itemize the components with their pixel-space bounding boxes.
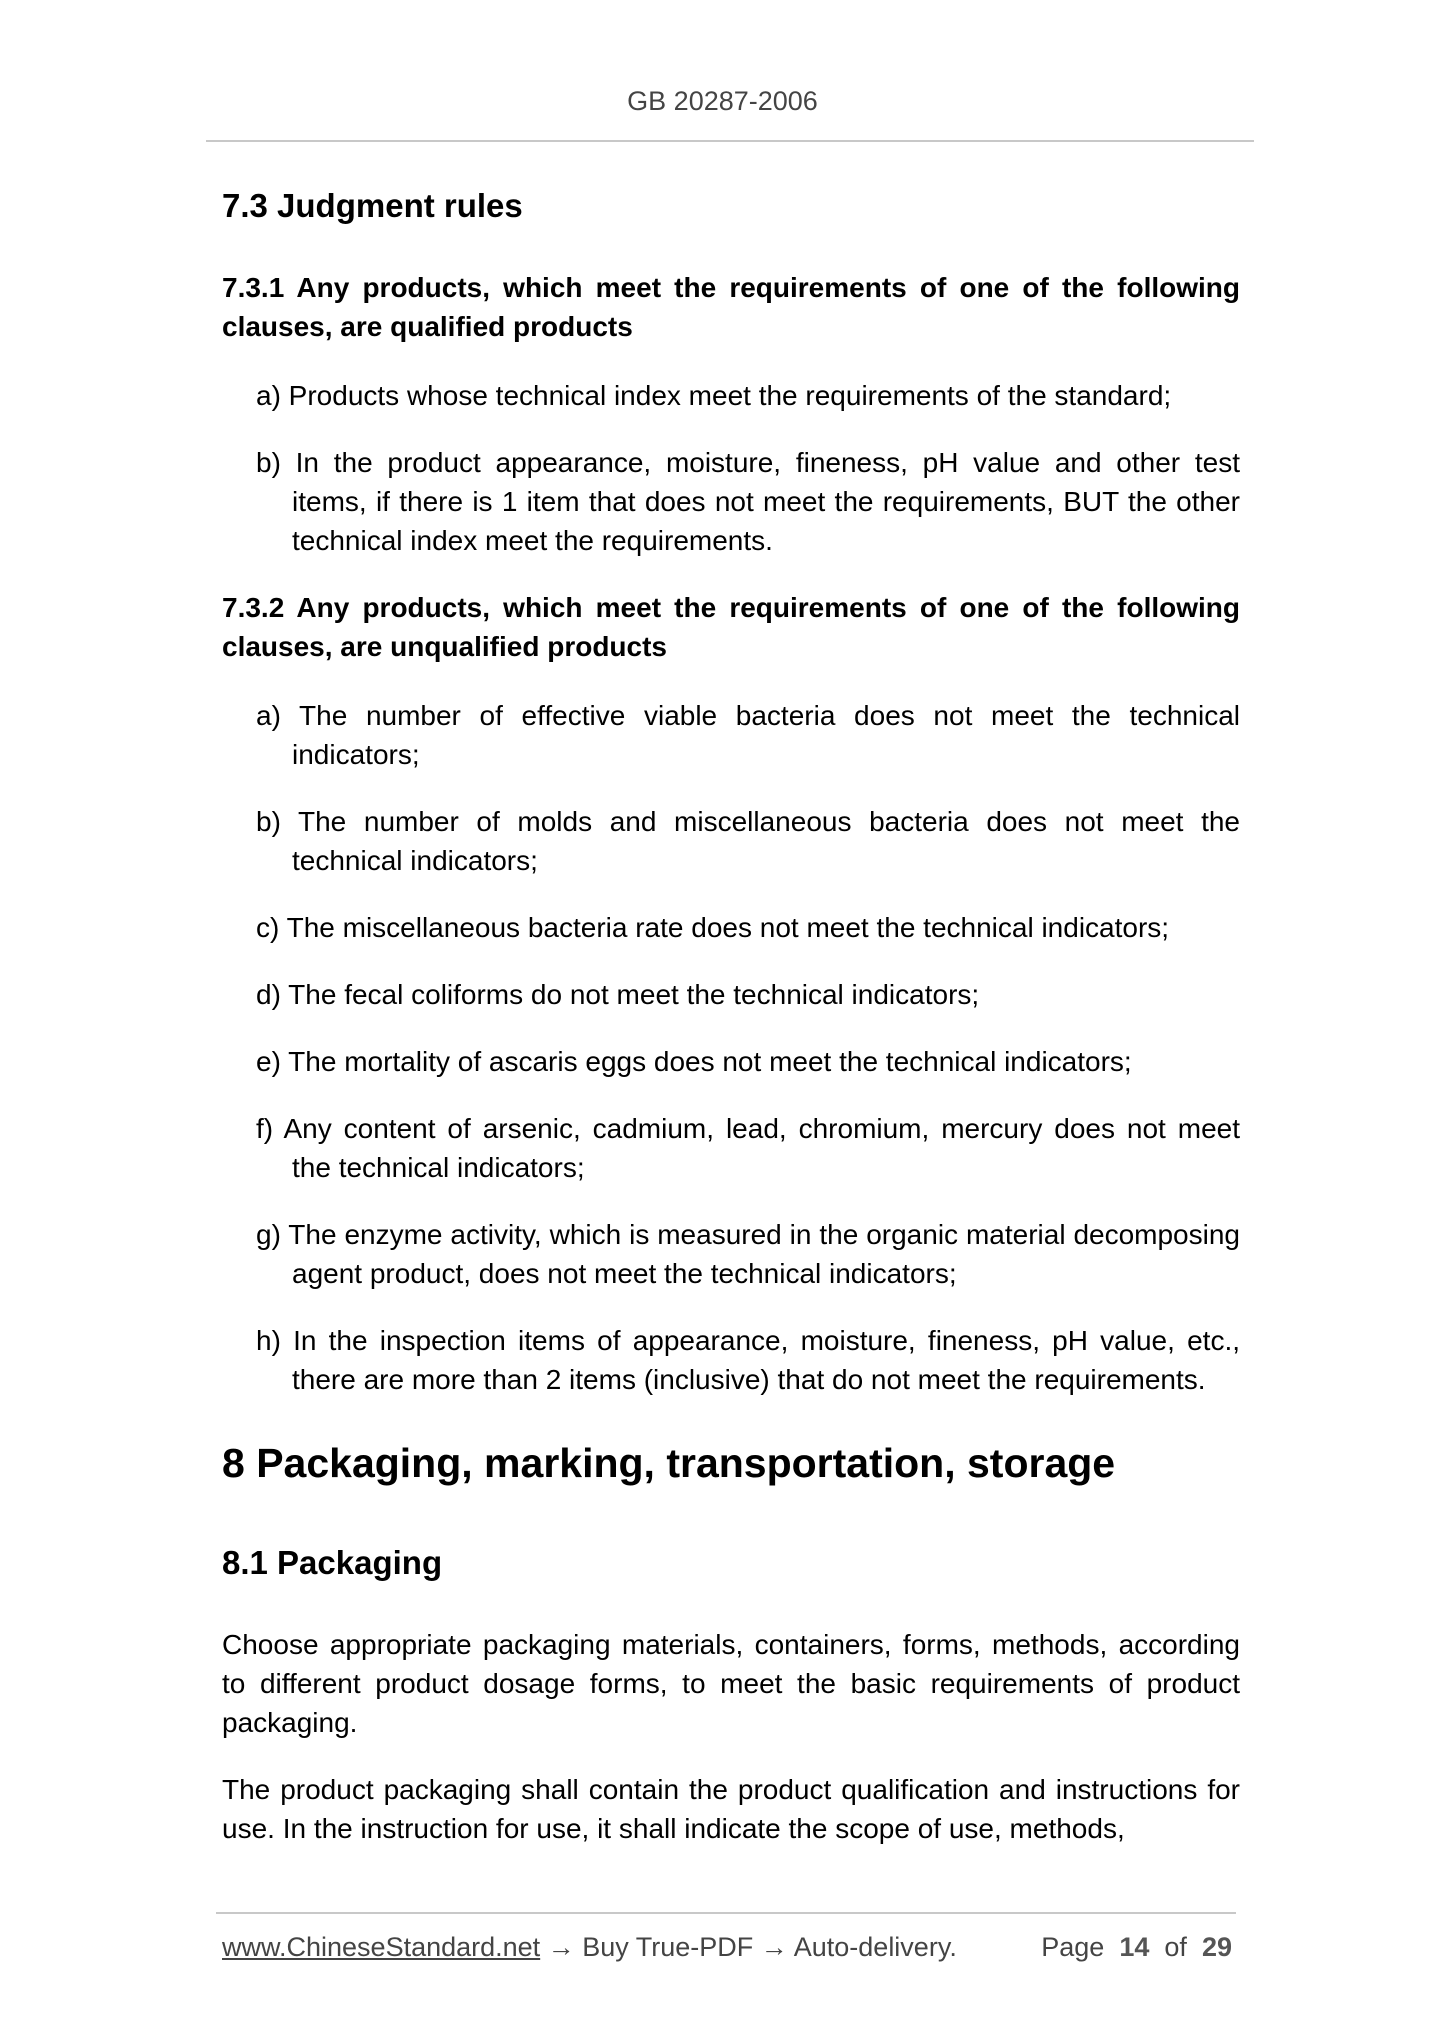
list-item: d) The fecal coliforms do not meet the technical indicators; <box>256 979 980 1010</box>
running-header: GB 20287-2006 <box>627 86 818 116</box>
total-pages-number: 29 <box>1201 1932 1232 1962</box>
chapter-8-heading: 8 Packaging, marking, transportation, storage <box>222 1440 1116 1486</box>
footer-promo <box>222 1932 957 1963</box>
page-counter <box>1041 1932 1232 1963</box>
body-paragraph: Choose appropriate packaging materials, containers, forms, methods, according to different product dosage forms, to meet the basic requirements of product packaging. <box>222 1629 1240 1738</box>
list-item: b) The number of molds and miscellaneous bacteria does not meet the technical indicators; <box>256 806 1240 876</box>
list-item: b) In the product appearance, moisture, fineness, pH value and other test items, if there is 1 item that does not meet the requirements, BUT the other technical index meet the requirements. <box>256 447 1240 556</box>
list-item: a) Products whose technical index meet the requirements of the standard; <box>256 380 1172 411</box>
footer-tagline: → Buy True-PDF → Auto-delivery. <box>540 1932 957 1962</box>
body-paragraph: The product packaging shall contain the product qualification and instructions for use. In the instruction for use, it shall indicate the scope of use, methods, <box>222 1774 1240 1844</box>
footer-divider <box>216 1912 1236 1914</box>
site-link[interactable]: www.ChineseStandard.net <box>222 1932 541 1962</box>
list-item: h) In the inspection items of appearance, moisture, fineness, pH value, etc., there are more than 2 items (inclusive) that do not meet the requirements. <box>256 1325 1240 1395</box>
section-7-3-heading: 7.3 Judgment rules <box>222 187 523 224</box>
list-item: a) The number of effective viable bacteria does not meet the technical indicators; <box>256 700 1240 770</box>
list-item: g) The enzyme activity, which is measured in the organic material decomposing agent product, does not meet the technical indicators; <box>256 1219 1240 1289</box>
current-page-number: 14 <box>1119 1932 1150 1962</box>
page-label: Page <box>1041 1932 1105 1962</box>
clause-7-3-1-heading: 7.3.1 Any products, which meet the requirements of one of the following clauses, are qualified products <box>222 272 1240 342</box>
of-label: of <box>1164 1932 1187 1962</box>
clause-7-3-2-heading: 7.3.2 Any products, which meet the requirements of one of the following clauses, are unqualified products <box>222 592 1240 662</box>
section-8-1-heading: 8.1 Packaging <box>222 1544 443 1581</box>
page-content <box>222 184 1240 1848</box>
list-item: e) The mortality of ascaris eggs does not meet the technical indicators; <box>256 1046 1132 1077</box>
page-footer <box>222 1932 1232 1972</box>
header-divider <box>206 140 1254 142</box>
list-item: f) Any content of arsenic, cadmium, lead, chromium, mercury does not meet the technical indicators; <box>256 1113 1240 1183</box>
list-item: c) The miscellaneous bacteria rate does not meet the technical indicators; <box>256 912 1170 943</box>
